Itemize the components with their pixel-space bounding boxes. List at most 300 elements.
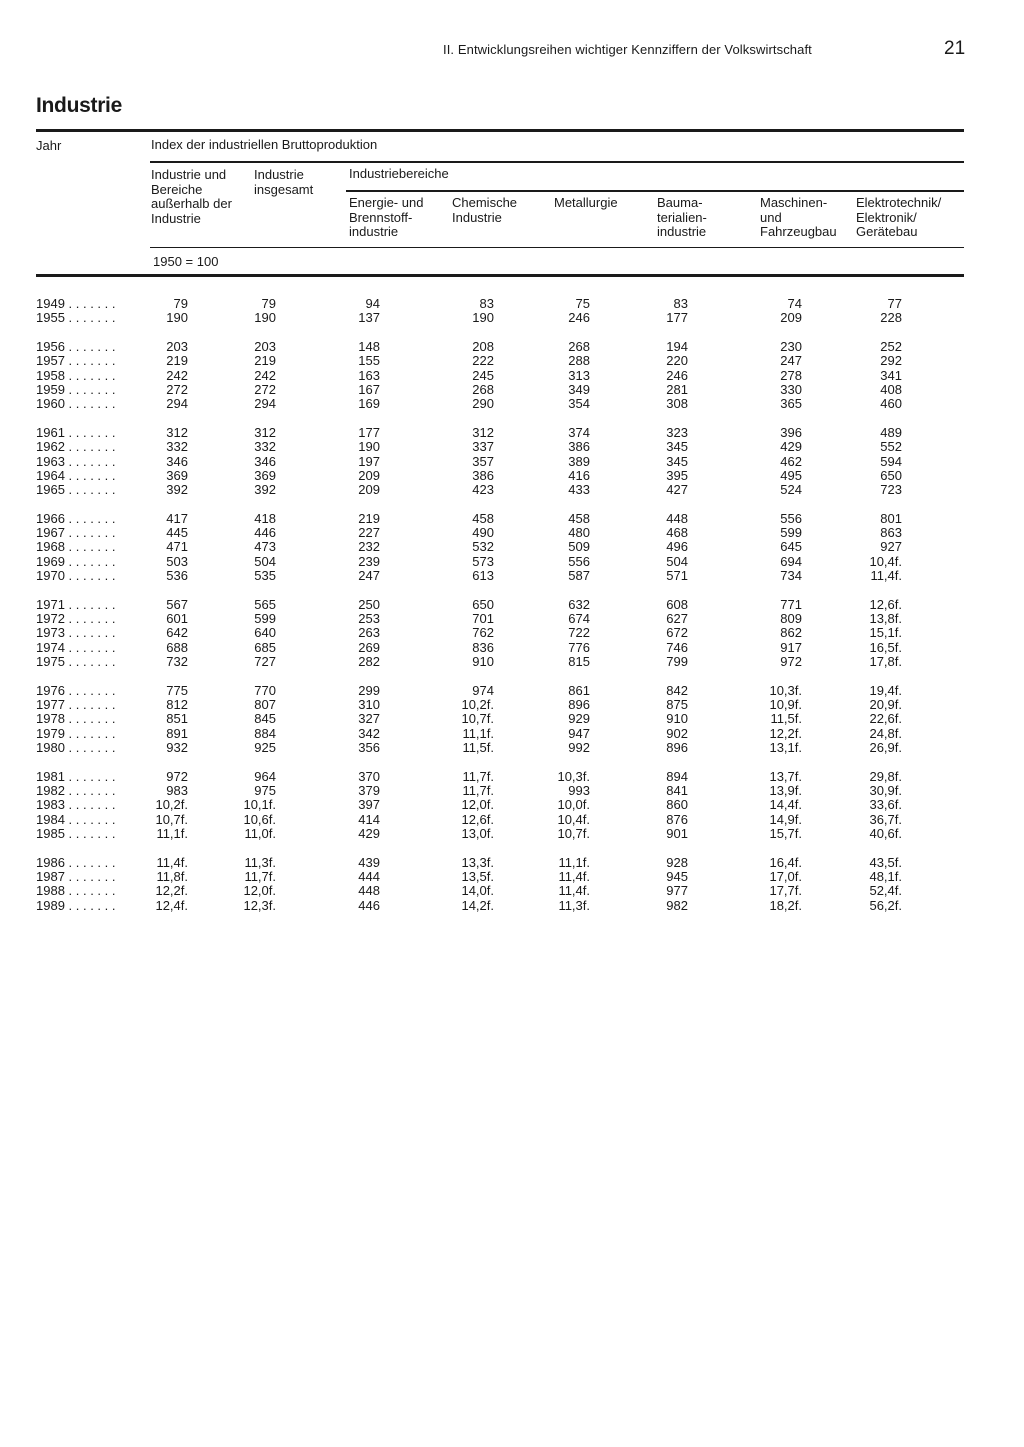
cell-year: 1973 . . . . . . . bbox=[36, 625, 116, 641]
table-row bbox=[36, 684, 964, 698]
cell-elektro: 927 bbox=[880, 539, 902, 555]
col-header-index: Index der industriellen Bruttoproduktion bbox=[151, 137, 378, 152]
cell-year: 1955 . . . . . . . bbox=[36, 310, 116, 326]
cell-industrie-insgesamt: 11,0f. bbox=[244, 826, 276, 842]
cell-energie: 269 bbox=[358, 639, 380, 655]
cell-maschinen: 524 bbox=[780, 482, 802, 498]
cell-baumaterialien: 496 bbox=[666, 539, 688, 555]
cell-metallurgie: 480 bbox=[568, 525, 590, 541]
cell-metallurgie: 556 bbox=[568, 553, 590, 569]
cell-elektro: 22,6f. bbox=[869, 711, 902, 727]
sub-header-elektro: Elektrotechnik/ Elektronik/ Gerätebau bbox=[856, 195, 942, 239]
cell-elektro: 408 bbox=[880, 381, 902, 397]
cell-maschinen: 17,7f. bbox=[769, 883, 802, 899]
cell-year: 1970 . . . . . . . bbox=[36, 568, 116, 584]
cell-metallurgie: 674 bbox=[568, 611, 590, 627]
cell-metallurgie: 10,7f. bbox=[557, 826, 590, 842]
cell-chemische: 701 bbox=[472, 611, 494, 627]
cell-baumaterialien: 246 bbox=[666, 367, 688, 383]
table-row bbox=[36, 698, 964, 712]
cell-metallurgie: 11,4f. bbox=[558, 883, 590, 899]
cell-industrie-bereiche: 369 bbox=[166, 467, 188, 483]
cell-year: 1963 . . . . . . . bbox=[36, 453, 116, 469]
cell-maschinen: 556 bbox=[780, 510, 802, 526]
cell-energie: 439 bbox=[358, 854, 380, 870]
cell-industrie-bereiche: 503 bbox=[166, 553, 188, 569]
cell-maschinen: 771 bbox=[780, 596, 802, 612]
cell-baumaterialien: 860 bbox=[666, 797, 688, 813]
cell-year: 1958 . . . . . . . bbox=[36, 367, 116, 383]
cell-baumaterialien: 308 bbox=[666, 396, 688, 412]
cell-industrie-bereiche: 536 bbox=[166, 568, 188, 584]
table-row bbox=[36, 440, 964, 454]
cell-industrie-insgesamt: 294 bbox=[254, 396, 276, 412]
cell-energie: 155 bbox=[358, 353, 380, 369]
cell-chemische: 490 bbox=[472, 525, 494, 541]
cell-maschinen: 330 bbox=[780, 381, 802, 397]
cell-metallurgie: 587 bbox=[568, 568, 590, 584]
cell-maschinen: 734 bbox=[780, 568, 802, 584]
table-top-rule bbox=[36, 129, 964, 132]
cell-chemische: 290 bbox=[472, 396, 494, 412]
page-number: 21 bbox=[944, 38, 966, 59]
cell-energie: 227 bbox=[358, 525, 380, 541]
table-row bbox=[36, 569, 964, 583]
cell-chemische: 532 bbox=[472, 539, 494, 555]
table-row bbox=[36, 311, 964, 325]
cell-baumaterialien: 571 bbox=[666, 568, 688, 584]
cell-year: 1959 . . . . . . . bbox=[36, 381, 116, 397]
cell-baumaterialien: 894 bbox=[666, 768, 688, 784]
cell-industrie-bereiche: 891 bbox=[166, 725, 188, 741]
cell-elektro: 24,8f. bbox=[869, 725, 902, 741]
cell-industrie-bereiche: 332 bbox=[166, 439, 188, 455]
cell-industrie-bereiche: 932 bbox=[166, 740, 188, 756]
cell-chemische: 222 bbox=[472, 353, 494, 369]
cell-year: 1987 . . . . . . . bbox=[36, 868, 116, 884]
cell-chemische: 762 bbox=[472, 625, 494, 641]
cell-year: 1977 . . . . . . . bbox=[36, 696, 116, 712]
cell-maschinen: 209 bbox=[780, 310, 802, 326]
cell-industrie-insgesamt: 79 bbox=[261, 296, 276, 311]
cell-energie: 219 bbox=[358, 510, 380, 526]
cell-industrie-bereiche: 417 bbox=[166, 510, 188, 526]
cell-baumaterialien: 902 bbox=[666, 725, 688, 741]
table-row bbox=[36, 856, 964, 870]
cell-chemische: 14,0f. bbox=[461, 883, 494, 899]
cell-year: 1956 . . . . . . . bbox=[36, 338, 116, 354]
cell-chemische: 836 bbox=[472, 639, 494, 655]
cell-industrie-insgesamt: 845 bbox=[254, 711, 276, 727]
cell-baumaterialien: 896 bbox=[666, 740, 688, 756]
cell-industrie-bereiche: 346 bbox=[166, 453, 188, 469]
cell-industrie-bereiche: 567 bbox=[166, 596, 188, 612]
table-row bbox=[36, 483, 964, 497]
table-row bbox=[36, 741, 964, 755]
cell-industrie-insgesamt: 599 bbox=[254, 611, 276, 627]
sub-header-chemische: Chemische Industrie bbox=[452, 195, 518, 225]
row-group bbox=[36, 684, 964, 756]
cell-industrie-insgesamt: 535 bbox=[254, 568, 276, 584]
cell-industrie-bereiche: 12,2f. bbox=[155, 883, 188, 899]
cell-chemische: 11,5f. bbox=[462, 740, 494, 756]
cell-maschinen: 278 bbox=[780, 367, 802, 383]
cell-year: 1968 . . . . . . . bbox=[36, 539, 116, 555]
page-title: Industrie bbox=[36, 94, 122, 117]
cell-energie: 253 bbox=[358, 611, 380, 627]
cell-elektro: 10,4f. bbox=[869, 553, 902, 569]
cell-industrie-bereiche: 471 bbox=[166, 539, 188, 555]
table-header-bottom-rule bbox=[36, 274, 964, 277]
cell-industrie-insgesamt: 975 bbox=[254, 782, 276, 798]
cell-metallurgie: 433 bbox=[568, 482, 590, 498]
table-row bbox=[36, 369, 964, 383]
cell-industrie-bereiche: 642 bbox=[166, 625, 188, 641]
cell-industrie-insgesamt: 807 bbox=[254, 696, 276, 712]
cell-metallurgie: 993 bbox=[568, 782, 590, 798]
cell-energie: 197 bbox=[358, 453, 380, 469]
cell-energie: 446 bbox=[358, 897, 380, 913]
cell-industrie-bereiche: 11,4f. bbox=[156, 854, 188, 870]
cell-energie: 247 bbox=[358, 568, 380, 584]
cell-metallurgie: 10,3f. bbox=[557, 768, 590, 784]
cell-industrie-insgesamt: 332 bbox=[254, 439, 276, 455]
col-header-industrie-bereiche: Industrie und Bereiche außerhalb der Industrie bbox=[151, 167, 232, 226]
cell-energie: 299 bbox=[358, 682, 380, 698]
cell-year: 1967 . . . . . . . bbox=[36, 525, 116, 541]
cell-maschinen: 15,7f. bbox=[769, 826, 802, 842]
cell-year: 1949 . . . . . . . bbox=[36, 296, 116, 311]
cell-metallurgie: 288 bbox=[568, 353, 590, 369]
cell-energie: 209 bbox=[358, 467, 380, 483]
cell-metallurgie: 389 bbox=[568, 453, 590, 469]
base-note: 1950 = 100 bbox=[153, 254, 219, 269]
cell-baumaterialien: 608 bbox=[666, 596, 688, 612]
cell-year: 1988 . . . . . . . bbox=[36, 883, 116, 899]
table-row bbox=[36, 827, 964, 841]
cell-energie: 177 bbox=[358, 424, 380, 440]
cell-industrie-bereiche: 294 bbox=[166, 396, 188, 412]
cell-elektro: 12,6f. bbox=[869, 596, 902, 612]
cell-maschinen: 809 bbox=[780, 611, 802, 627]
cell-maschinen: 694 bbox=[780, 553, 802, 569]
cell-metallurgie: 992 bbox=[568, 740, 590, 756]
cell-industrie-insgesamt: 219 bbox=[254, 353, 276, 369]
cell-elektro: 16,5f. bbox=[869, 639, 902, 655]
cell-industrie-bereiche: 392 bbox=[166, 482, 188, 498]
cell-baumaterialien: 901 bbox=[666, 826, 688, 842]
table-row bbox=[36, 340, 964, 354]
cell-industrie-bereiche: 11,8f. bbox=[156, 868, 188, 884]
cell-baumaterialien: 345 bbox=[666, 453, 688, 469]
cell-maschinen: 247 bbox=[780, 353, 802, 369]
cell-industrie-insgesamt: 10,6f. bbox=[243, 811, 276, 827]
cell-year: 1985 . . . . . . . bbox=[36, 826, 116, 842]
sub-header-maschinen: Maschinen-und Fahrzeugbau bbox=[760, 195, 837, 239]
table-row bbox=[36, 727, 964, 741]
cell-metallurgie: 11,3f. bbox=[558, 897, 590, 913]
table-row bbox=[36, 612, 964, 626]
table-row bbox=[36, 655, 964, 669]
table-body bbox=[36, 297, 964, 927]
cell-metallurgie: 349 bbox=[568, 381, 590, 397]
cell-industrie-bereiche: 732 bbox=[166, 654, 188, 670]
cell-maschinen: 14,4f. bbox=[769, 797, 802, 813]
cell-chemische: 573 bbox=[472, 553, 494, 569]
cell-baumaterialien: 982 bbox=[666, 897, 688, 913]
cell-industrie-bereiche: 972 bbox=[166, 768, 188, 784]
cell-year: 1957 . . . . . . . bbox=[36, 353, 116, 369]
table-row bbox=[36, 354, 964, 368]
table-row bbox=[36, 512, 964, 526]
cell-chemische: 11,7f. bbox=[462, 782, 494, 798]
cell-baumaterialien: 928 bbox=[666, 854, 688, 870]
cell-maschinen: 14,9f. bbox=[769, 811, 802, 827]
cell-elektro: 43,5f. bbox=[869, 854, 902, 870]
cell-maschinen: 10,9f. bbox=[769, 696, 802, 712]
cell-industrie-insgesamt: 446 bbox=[254, 525, 276, 541]
cell-industrie-insgesamt: 346 bbox=[254, 453, 276, 469]
cell-elektro: 26,9f. bbox=[869, 740, 902, 756]
cell-elektro: 723 bbox=[880, 482, 902, 498]
cell-year: 1980 . . . . . . . bbox=[36, 740, 116, 756]
cell-metallurgie: 313 bbox=[568, 367, 590, 383]
cell-chemische: 650 bbox=[472, 596, 494, 612]
cell-elektro: 863 bbox=[880, 525, 902, 541]
cell-elektro: 489 bbox=[880, 424, 902, 440]
cell-energie: 263 bbox=[358, 625, 380, 641]
cell-metallurgie: 722 bbox=[568, 625, 590, 641]
cell-elektro: 594 bbox=[880, 453, 902, 469]
cell-chemische: 11,1f. bbox=[462, 725, 494, 741]
cell-maschinen: 13,1f. bbox=[769, 740, 802, 756]
cell-elektro: 15,1f. bbox=[869, 625, 902, 641]
cell-year: 1981 . . . . . . . bbox=[36, 768, 116, 784]
cell-metallurgie: 416 bbox=[568, 467, 590, 483]
cell-energie: 94 bbox=[365, 296, 380, 311]
header-rule-index bbox=[150, 161, 964, 163]
cell-industrie-bereiche: 983 bbox=[166, 782, 188, 798]
cell-chemische: 13,5f. bbox=[461, 868, 494, 884]
cell-energie: 356 bbox=[358, 740, 380, 756]
cell-baumaterialien: 323 bbox=[666, 424, 688, 440]
row-group bbox=[36, 426, 964, 498]
cell-metallurgie: 861 bbox=[568, 682, 590, 698]
cell-baumaterialien: 627 bbox=[666, 611, 688, 627]
cell-chemische: 10,7f. bbox=[461, 711, 494, 727]
cell-industrie-insgesamt: 418 bbox=[254, 510, 276, 526]
cell-elektro: 20,9f. bbox=[869, 696, 902, 712]
cell-chemische: 83 bbox=[479, 296, 494, 311]
cell-chemische: 14,2f. bbox=[461, 897, 494, 913]
cell-elektro: 228 bbox=[880, 310, 902, 326]
cell-industrie-insgesamt: 203 bbox=[254, 338, 276, 354]
cell-industrie-bereiche: 190 bbox=[166, 310, 188, 326]
cell-baumaterialien: 468 bbox=[666, 525, 688, 541]
cell-industrie-bereiche: 10,7f. bbox=[155, 811, 188, 827]
sub-header-baumaterialien: Bauma-terialien-industrie bbox=[657, 195, 707, 239]
cell-industrie-bereiche: 11,1f. bbox=[156, 826, 188, 842]
table-row bbox=[36, 626, 964, 640]
cell-industrie-bereiche: 79 bbox=[173, 296, 188, 311]
cell-maschinen: 365 bbox=[780, 396, 802, 412]
cell-chemische: 245 bbox=[472, 367, 494, 383]
cell-energie: 167 bbox=[358, 381, 380, 397]
cell-metallurgie: 458 bbox=[568, 510, 590, 526]
cell-elektro: 19,4f. bbox=[869, 682, 902, 698]
cell-elektro: 17,8f. bbox=[869, 654, 902, 670]
table-row bbox=[36, 540, 964, 554]
cell-industrie-insgesamt: 473 bbox=[254, 539, 276, 555]
cell-baumaterialien: 746 bbox=[666, 639, 688, 655]
cell-chemische: 268 bbox=[472, 381, 494, 397]
row-group bbox=[36, 340, 964, 412]
row-group bbox=[36, 297, 964, 326]
cell-industrie-bereiche: 445 bbox=[166, 525, 188, 541]
cell-energie: 190 bbox=[358, 439, 380, 455]
table-row bbox=[36, 598, 964, 612]
table-row bbox=[36, 455, 964, 469]
cell-elektro: 292 bbox=[880, 353, 902, 369]
cell-year: 1989 . . . . . . . bbox=[36, 897, 116, 913]
cell-maschinen: 17,0f. bbox=[769, 868, 802, 884]
cell-industrie-insgesamt: 640 bbox=[254, 625, 276, 641]
cell-maschinen: 599 bbox=[780, 525, 802, 541]
cell-industrie-bereiche: 688 bbox=[166, 639, 188, 655]
cell-maschinen: 645 bbox=[780, 539, 802, 555]
cell-year: 1976 . . . . . . . bbox=[36, 682, 116, 698]
cell-baumaterialien: 799 bbox=[666, 654, 688, 670]
cell-maschinen: 230 bbox=[780, 338, 802, 354]
cell-chemische: 423 bbox=[472, 482, 494, 498]
cell-industrie-bereiche: 219 bbox=[166, 353, 188, 369]
cell-industrie-bereiche: 12,4f. bbox=[155, 897, 188, 913]
table-row bbox=[36, 297, 964, 311]
cell-industrie-insgesamt: 884 bbox=[254, 725, 276, 741]
cell-elektro: 77 bbox=[887, 296, 902, 311]
cell-industrie-insgesamt: 11,3f. bbox=[244, 854, 276, 870]
cell-year: 1972 . . . . . . . bbox=[36, 611, 116, 627]
cell-energie: 282 bbox=[358, 654, 380, 670]
table-row bbox=[36, 884, 964, 898]
cell-maschinen: 396 bbox=[780, 424, 802, 440]
row-group bbox=[36, 512, 964, 584]
cell-chemische: 12,0f. bbox=[461, 797, 494, 813]
cell-maschinen: 12,2f. bbox=[769, 725, 802, 741]
row-group bbox=[36, 598, 964, 670]
sub-header-metallurgie: Metallurgie bbox=[554, 195, 618, 210]
cell-industrie-bereiche: 812 bbox=[166, 696, 188, 712]
cell-elektro: 48,1f. bbox=[869, 868, 902, 884]
cell-metallurgie: 75 bbox=[575, 296, 590, 311]
cell-energie: 448 bbox=[358, 883, 380, 899]
cell-elektro: 341 bbox=[880, 367, 902, 383]
cell-industrie-insgesamt: 770 bbox=[254, 682, 276, 698]
cell-energie: 232 bbox=[358, 539, 380, 555]
cell-metallurgie: 246 bbox=[568, 310, 590, 326]
table-row bbox=[36, 426, 964, 440]
cell-baumaterialien: 281 bbox=[666, 381, 688, 397]
cell-energie: 137 bbox=[358, 310, 380, 326]
cell-energie: 370 bbox=[358, 768, 380, 784]
table-row bbox=[36, 397, 964, 411]
cell-elektro: 460 bbox=[880, 396, 902, 412]
cell-baumaterialien: 220 bbox=[666, 353, 688, 369]
cell-baumaterialien: 345 bbox=[666, 439, 688, 455]
col-header-industrie-insgesamt: Industrie insgesamt bbox=[254, 167, 314, 197]
cell-elektro: 650 bbox=[880, 467, 902, 483]
cell-industrie-insgesamt: 12,3f. bbox=[243, 897, 276, 913]
cell-energie: 342 bbox=[358, 725, 380, 741]
cell-industrie-insgesamt: 369 bbox=[254, 467, 276, 483]
cell-industrie-insgesamt: 964 bbox=[254, 768, 276, 784]
cell-chemische: 386 bbox=[472, 467, 494, 483]
cell-metallurgie: 632 bbox=[568, 596, 590, 612]
cell-elektro: 29,8f. bbox=[869, 768, 902, 784]
cell-energie: 414 bbox=[358, 811, 380, 827]
cell-energie: 169 bbox=[358, 396, 380, 412]
cell-baumaterialien: 842 bbox=[666, 682, 688, 698]
table-row bbox=[36, 870, 964, 884]
table-row bbox=[36, 712, 964, 726]
cell-chemische: 13,3f. bbox=[461, 854, 494, 870]
cell-industrie-insgesamt: 10,1f. bbox=[243, 797, 276, 813]
cell-industrie-insgesamt: 11,7f. bbox=[244, 868, 276, 884]
cell-maschinen: 13,7f. bbox=[769, 768, 802, 784]
cell-chemische: 208 bbox=[472, 338, 494, 354]
cell-energie: 148 bbox=[358, 338, 380, 354]
cell-chemische: 910 bbox=[472, 654, 494, 670]
cell-industrie-insgesamt: 312 bbox=[254, 424, 276, 440]
cell-year: 1964 . . . . . . . bbox=[36, 467, 116, 483]
cell-baumaterialien: 427 bbox=[666, 482, 688, 498]
cell-chemische: 458 bbox=[472, 510, 494, 526]
cell-elektro: 552 bbox=[880, 439, 902, 455]
cell-chemische: 337 bbox=[472, 439, 494, 455]
table-row bbox=[36, 770, 964, 784]
cell-maschinen: 10,3f. bbox=[769, 682, 802, 698]
cell-baumaterialien: 841 bbox=[666, 782, 688, 798]
cell-year: 1974 . . . . . . . bbox=[36, 639, 116, 655]
cell-energie: 379 bbox=[358, 782, 380, 798]
table-row bbox=[36, 383, 964, 397]
cell-baumaterialien: 83 bbox=[673, 296, 688, 311]
cell-energie: 310 bbox=[358, 696, 380, 712]
table-row bbox=[36, 784, 964, 798]
cell-industrie-insgesamt: 504 bbox=[254, 553, 276, 569]
cell-maschinen: 13,9f. bbox=[769, 782, 802, 798]
cell-industrie-insgesamt: 392 bbox=[254, 482, 276, 498]
cell-baumaterialien: 910 bbox=[666, 711, 688, 727]
cell-metallurgie: 509 bbox=[568, 539, 590, 555]
cell-metallurgie: 896 bbox=[568, 696, 590, 712]
cell-maschinen: 972 bbox=[780, 654, 802, 670]
cell-chemische: 357 bbox=[472, 453, 494, 469]
cell-chemische: 312 bbox=[472, 424, 494, 440]
cell-metallurgie: 815 bbox=[568, 654, 590, 670]
cell-baumaterialien: 672 bbox=[666, 625, 688, 641]
cell-year: 1961 . . . . . . . bbox=[36, 424, 116, 440]
cell-chemische: 10,2f. bbox=[461, 696, 494, 712]
cell-industrie-bereiche: 242 bbox=[166, 367, 188, 383]
cell-metallurgie: 374 bbox=[568, 424, 590, 440]
row-group bbox=[36, 856, 964, 914]
cell-year: 1983 . . . . . . . bbox=[36, 797, 116, 813]
cell-elektro: 56,2f. bbox=[869, 897, 902, 913]
header-rule-bottom bbox=[150, 247, 964, 248]
cell-chemische: 12,6f. bbox=[461, 811, 494, 827]
cell-maschinen: 11,5f. bbox=[770, 711, 802, 727]
